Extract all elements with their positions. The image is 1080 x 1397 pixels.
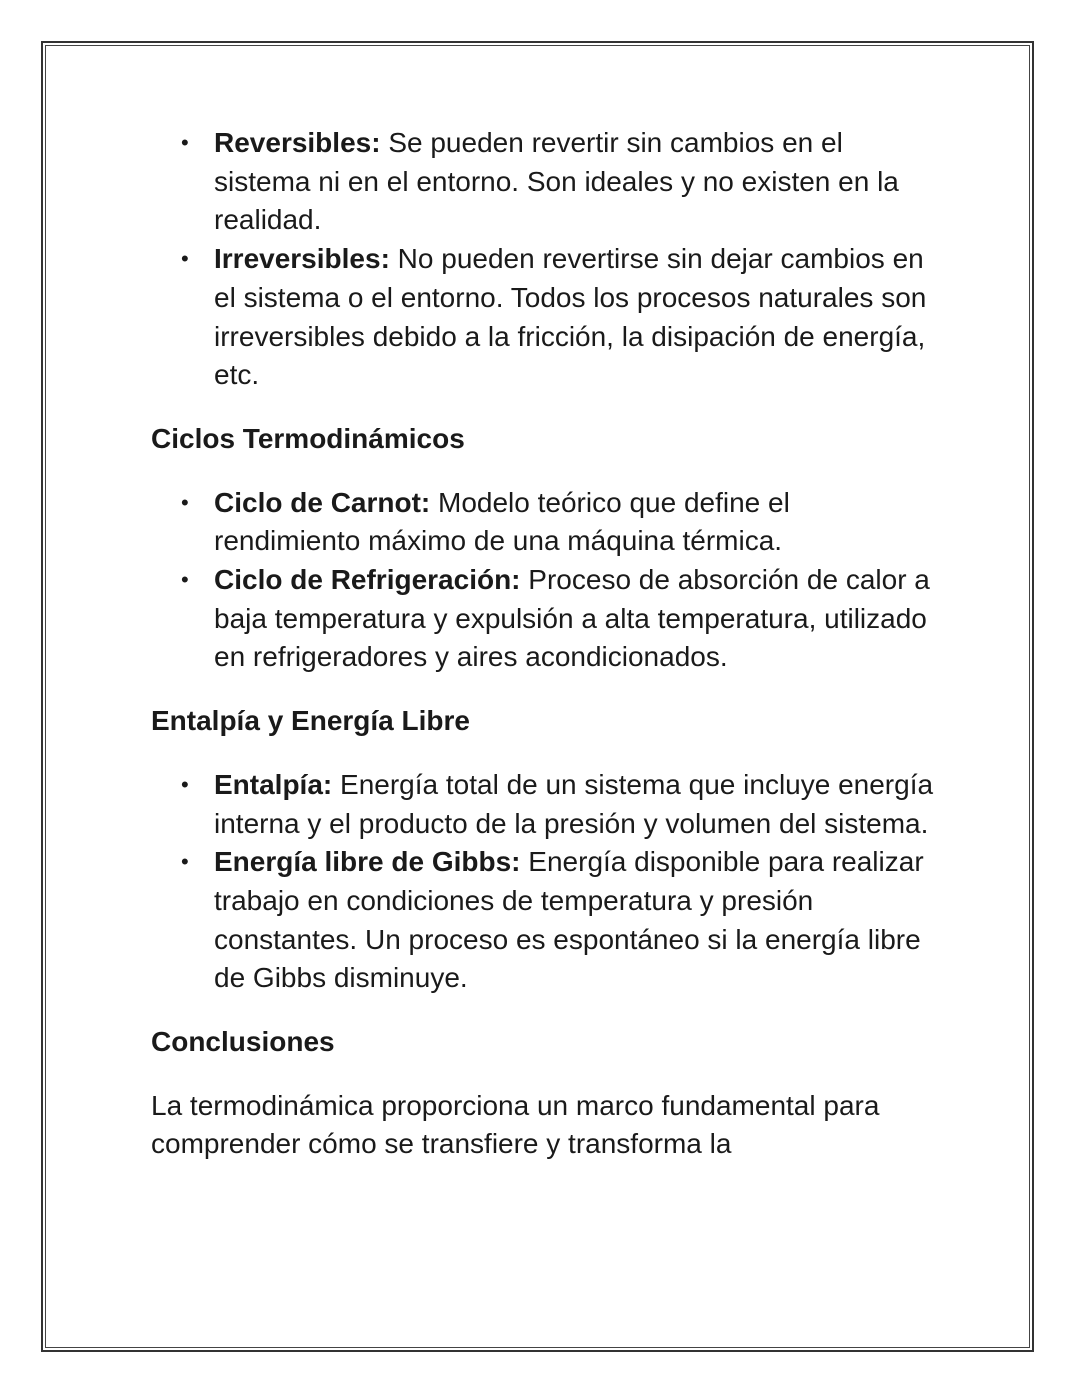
term-reversibles: Reversibles:	[214, 127, 381, 158]
bullet-icon: •	[181, 489, 189, 515]
document-body	[151, 124, 941, 1164]
list-item-entalpia	[151, 766, 941, 843]
conclusion-paragraph: La termodinámica proporciona un marco fundamental para comprender cómo se transfiere y transforma la	[151, 1089, 880, 1160]
term-carnot: Ciclo de Carnot:	[214, 486, 431, 518]
definition-entalpia: Energía total de un sistema que incluye energía interna y el producto de la presión y volumen del sistema.	[214, 768, 934, 839]
heading-conclusiones: Conclusiones	[151, 1026, 335, 1058]
list-item-gibbs	[151, 843, 941, 998]
bullet-icon: •	[181, 130, 189, 155]
term-refrigeracion: Ciclo de Refrigeración:	[214, 564, 521, 596]
bullet-icon: •	[181, 567, 189, 593]
definition-irreversibles: No pueden revertirse sin dejar cambios en el sistema o el entorno. Todos los procesos naturales son irreversibles debido a la fricción, la disipación de energía, etc.	[214, 243, 927, 391]
definition-gibbs: Energía disponible para realizar trabajo en condiciones de temperatura y presión constantes. Un proceso es espontáneo si la energía libre de Gibbs disminuye.	[214, 846, 924, 994]
list-item-reversibles	[151, 124, 941, 240]
heading-entalpia-energia-libre: Entalpía y Energía Libre	[151, 705, 470, 737]
bullet-icon: •	[181, 771, 189, 797]
enthalpy-list	[151, 766, 941, 998]
list-item-carnot	[151, 484, 941, 561]
heading-ciclos-termodinamicos: Ciclos Termodinámicos	[151, 422, 465, 454]
definition-reversibles: Se pueden revertir sin cambios en el sistema ni en el entorno. Son ideales y no existen en la realidad.	[214, 127, 899, 236]
term-gibbs: Energía libre de Gibbs:	[214, 846, 521, 878]
term-entalpia: Entalpía:	[214, 768, 333, 800]
list-item-irreversibles	[151, 240, 941, 395]
process-types-list	[151, 124, 941, 395]
list-item-refrigeracion	[151, 561, 941, 677]
bullet-icon: •	[181, 246, 189, 272]
cycles-list	[151, 484, 941, 678]
definition-carnot: Modelo teórico que define el rendimiento máximo de una máquina térmica.	[214, 486, 790, 557]
term-irreversibles: Irreversibles:	[214, 243, 390, 275]
definition-refrigeracion: Proceso de absorción de calor a baja temperatura y expulsión a alta temperatura, utilizado en refrigeradores y aires acondicionados.	[214, 564, 930, 673]
bullet-icon: •	[181, 849, 189, 875]
